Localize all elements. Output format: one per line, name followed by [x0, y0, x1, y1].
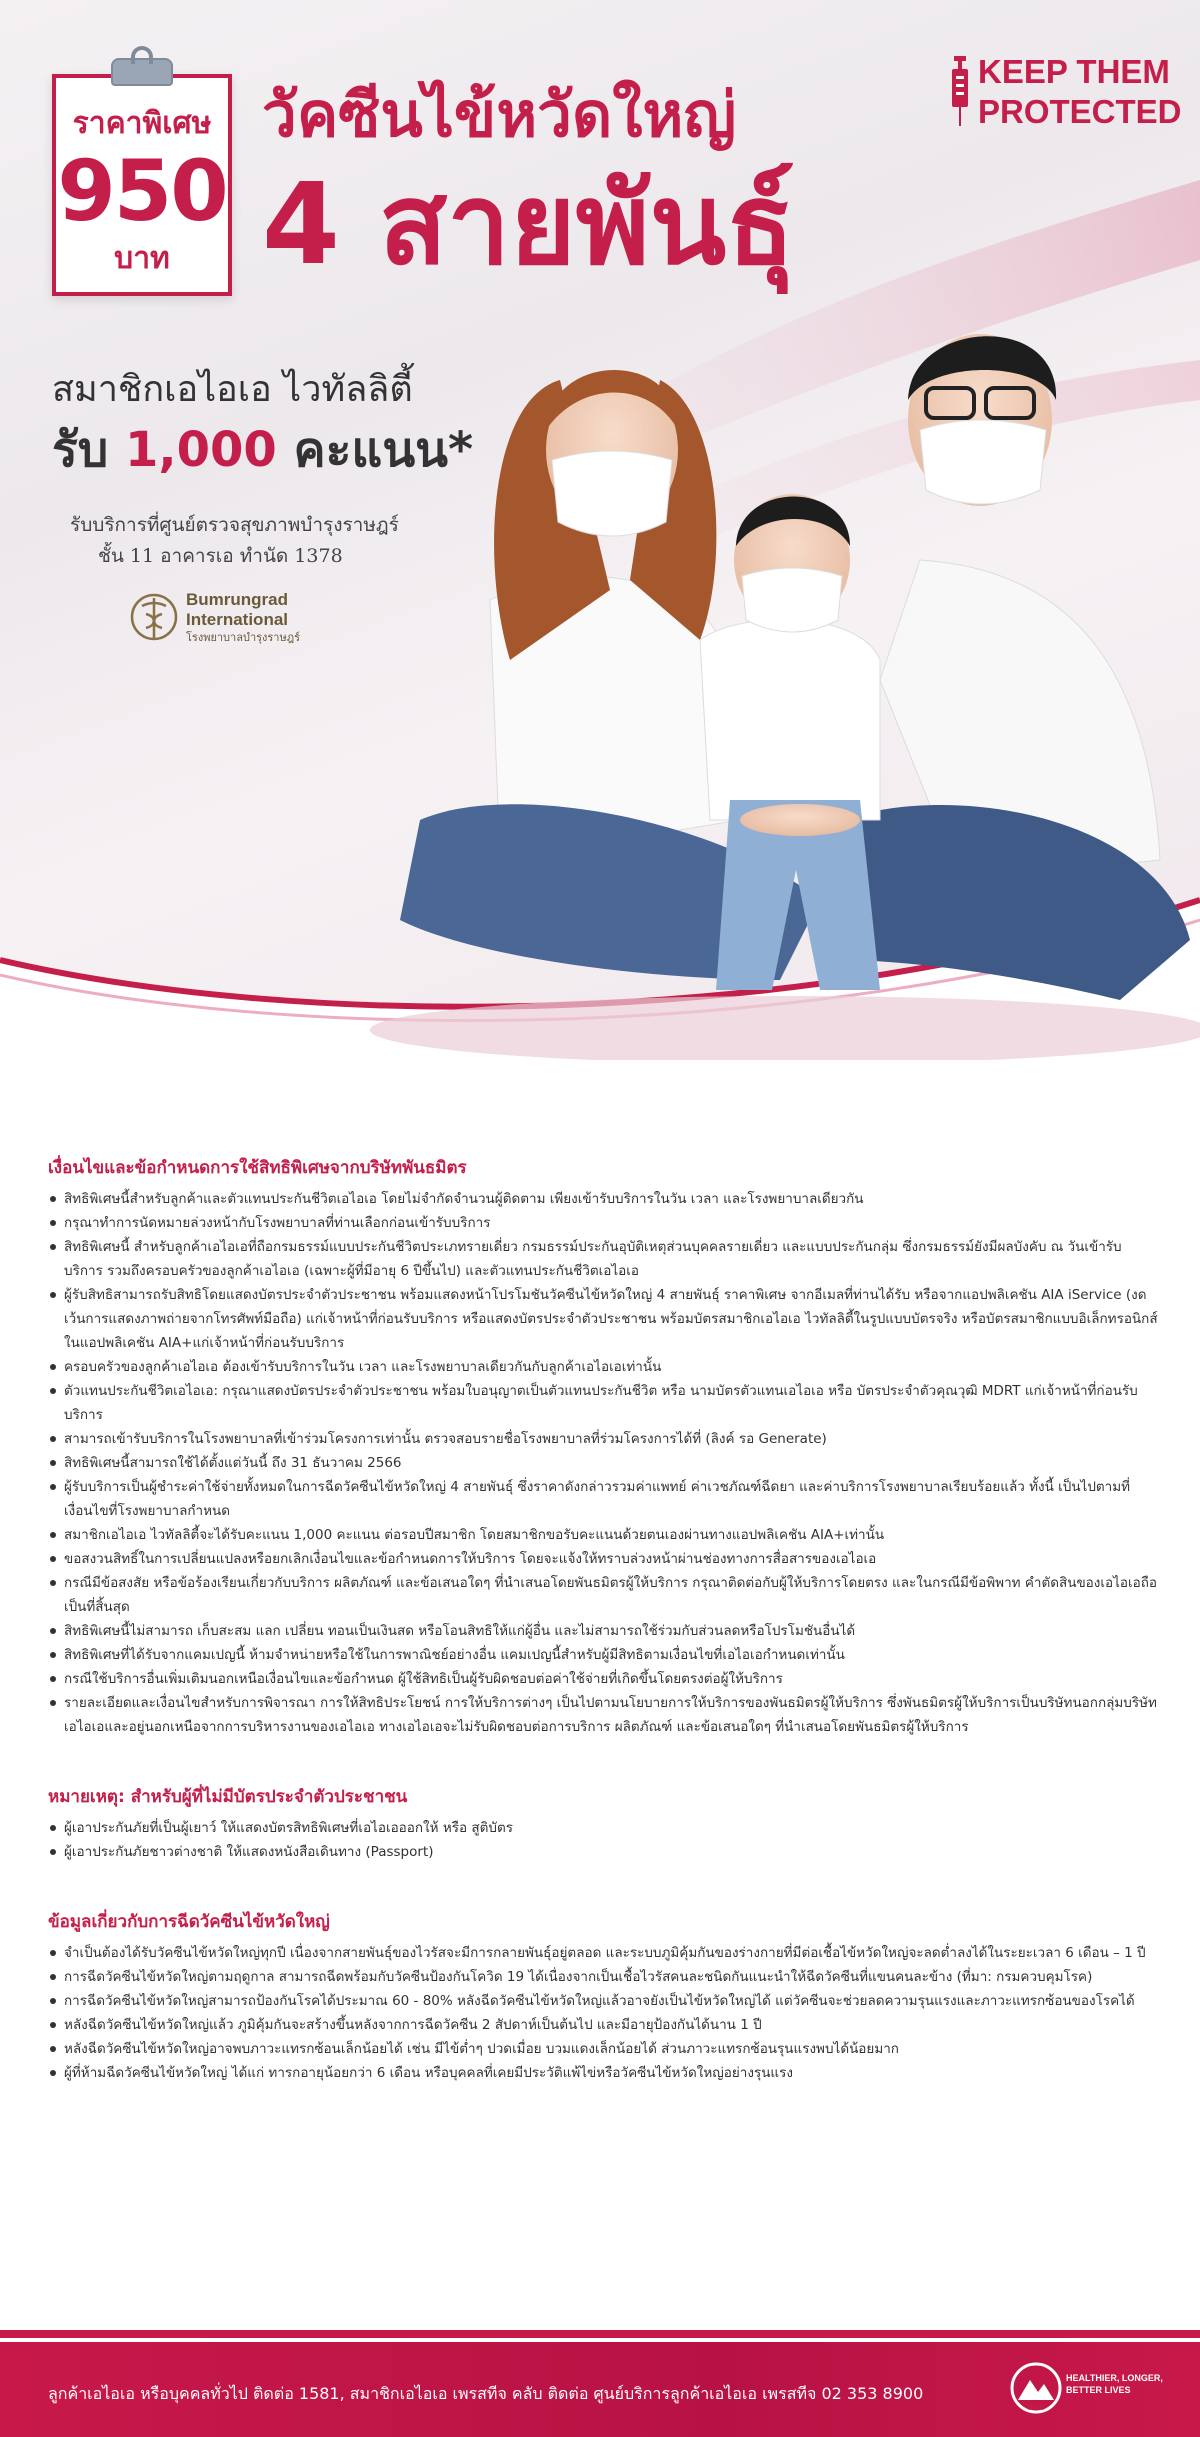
clipboard-clip-icon — [111, 58, 173, 86]
price-value: 950 — [57, 142, 227, 240]
list-item: ผู้ที่ห้ามฉีดวัคซีนไข้หวัดใหญ่ ได้แก่ ทารกอายุน้อยกว่า 6 เดือน หรือบุคคลที่เคยมีประวัติแพ้ไข่หรือวัคซีนไข้หวัดใหญ่อย่างรุนแรง — [48, 2061, 1158, 2085]
vaccine-info-title: ข้อมูลเกี่ยวกับการฉีดวัคซีนไข้หวัดใหญ่ — [48, 1912, 330, 1932]
price-unit: บาท — [114, 241, 170, 276]
aia-mountain-icon — [1010, 2360, 1062, 2416]
terms-content — [48, 1154, 1158, 2129]
aia-tagline-line-1: HEALTHIER, LONGER, — [1066, 2373, 1163, 2383]
headline-strains: 4 สายพันธุ์ — [262, 160, 795, 290]
footer-contact: ลูกค้าเอไอเอ หรือบุคคลทั่วไป ติดต่อ 1581, สมาชิกเอไอเอ เพรสทีจ คลับ ติดต่อ ศูนย์บริการลูกค้าเอไอเอ เพรสทีจ 02 353 8900 — [48, 2384, 924, 2403]
note-section — [48, 1783, 1158, 1864]
aia-tagline — [1066, 2372, 1163, 2396]
list-item: สมาชิกเอไอเอ ไวทัลลิตี้จะได้รับคะแนน 1,000 คะแนน ต่อรอบปีสมาชิก โดยสมาชิกขอรับคะแนนด้วยตนเองผ่านทางแอปพลิเคชัน AIA+เท่านั้น — [48, 1523, 1158, 1547]
campaign-line-2: PROTECTED — [978, 93, 1182, 130]
member-points-suffix: คะแนน* — [293, 422, 474, 478]
hospital-name-line-1: Bumrungrad — [186, 590, 288, 609]
list-item: หลังฉีดวัคซีนไข้หวัดใหญ่อาจพบภาวะแทรกซ้อนเล็กน้อยได้ เช่น มีไข้ต่ำๆ ปวดเมื่อย บวมแดงเล็กน้อยได้ ส่วนภาวะแทรกซ้อนรุนแรงพบได้น้อยมาก — [48, 2037, 1158, 2061]
service-location-line-2: ชั้น 11 อาคารเอ ทำนัด 1378 — [98, 545, 343, 567]
price-label: ราคาพิเศษ — [72, 106, 212, 141]
list-item: การฉีดวัคซีนไข้หวัดใหญ่สามารถป้องกันโรคได้ประมาณ 60 - 80% หลังฉีดวัคซีนไข้หวัดใหญ่แล้วอาจยังเป็นไข้หวัดใหญ่ได้ แต่วัคซีนจะช่วยลดความรุนแรงและภาวะแทรกซ้อนของโรคได้ — [48, 1989, 1158, 2013]
note-list — [48, 1816, 1158, 1864]
bumrungrad-logo — [130, 588, 360, 648]
special-price-card — [52, 74, 232, 296]
list-item: ตัวแทนประกันชีวิตเอไอเอ: กรุณาแสดงบัตรประจำตัวประชาชน พร้อมใบอนุญาตเป็นตัวแทนประกันชีวิต หรือ นามบัตรตัวแทนเอไอเอ หรือ บัตรประจำตัวคุณวุฒิ MDRT แก่เจ้าหน้าที่ก่อนรับบริการ — [48, 1379, 1158, 1427]
list-item: หลังฉีดวัคซีนไข้หวัดใหญ่แล้ว ภูมิคุ้มกันจะสร้างขึ้นหลังจากการฉีดวัคซีน 2 สัปดาห์เป็นต้นไป และมีอายุป้องกันได้นาน 1 ปี — [48, 2013, 1158, 2037]
list-item: ผู้รับสิทธิสามารถรับสิทธิโดยแสดงบัตรประจำตัวประชาชน พร้อมแสดงหน้าโปรโมชันวัคซีนไข้หวัดใหญ่ 4 สายพันธุ์ ราคาพิเศษ จากอีเมลที่ท่านได้รับ หรือจากแอปพลิเคชัน AIA iService (งดเว้นการแสดงภาพถ่ายจากโทรศัพท์มือถือ) แก่เจ้าหน้าที่ก่อนรับบริการ หรือแสดงบัตรประจำตัวประชาชน พร้อมบัตรสมาชิกเอไอเอ ไวทัลลิตี้ในรูปแบบบัตรจริง หรือบัตรสมาชิกแบบอิเล็กทรอนิกส์ในแอปพลิเคชัน AIA+แก่เจ้าหน้าที่ก่อนรับบริการ — [48, 1283, 1158, 1355]
list-item: สามารถเข้ารับบริการในโรงพยาบาลที่เข้าร่วมโครงการเท่านั้น ตรวจสอบรายชื่อโรงพยาบาลที่ร่วมโครงการได้ที่ (ลิงค์ รอ Generate) — [48, 1427, 1158, 1451]
conditions-list — [48, 1187, 1158, 1739]
list-item: ขอสงวนสิทธิ์ในการเปลี่ยนแปลงหรือยกเลิกเงื่อนไขและข้อกำหนดการให้บริการ โดยจะแจ้งให้ทราบล่วงหน้าผ่านช่องทางการสื่อสารของเอไอเอ — [48, 1547, 1158, 1571]
list-item: ครอบครัวของลูกค้าเอไอเอ ต้องเข้ารับบริการในวัน เวลา และโรงพยาบาลเดียวกันกับลูกค้าเอไอเอเท่านั้น — [48, 1355, 1158, 1379]
syringe-icon — [948, 56, 972, 126]
list-item: สิทธิพิเศษนี้ สำหรับลูกค้าเอไอเอที่ถือกรมธรรม์แบบประกันชีวิตประเภทรายเดี่ยว กรมธรรม์ประกันอุบัติเหตุส่วนบุคคลรายเดี่ยว และแบบประกันกลุ่ม ซึ่งกรมธรรม์ยังมีผลบังคับ ณ วันเข้ารับบริการ รวมถึงครอบครัวของลูกค้าเอไอเอ (เฉพาะผู้ที่มีอายุ 6 ปีขึ้นไป) และตัวแทนประกันชีวิตเอไอเอ — [48, 1235, 1158, 1283]
aia-tagline-line-2: BETTER LIVES — [1066, 2385, 1131, 2395]
list-item: สิทธิพิเศษที่ได้รับจากแคมเปญนี้ ห้ามจำหน่ายหรือใช้ในการพาณิชย์อย่างอื่น แคมเปญนี้สำหรับผู้มีสิทธิตามเงื่อนไขที่เอไอเอกำหนดเท่านั้น — [48, 1643, 1158, 1667]
aia-logo — [1010, 2360, 1180, 2420]
note-title: หมายเหตุ: สำหรับผู้ที่ไม่มีบัตรประจำตัวประชาชน — [48, 1787, 408, 1807]
member-points-prefix: รับ — [52, 422, 109, 478]
list-item: กรณีใช้บริการอื่นเพิ่มเติมนอกเหนือเงื่อนไขและข้อกำหนด ผู้ใช้สิทธิเป็นผู้รับผิดชอบต่อค่าใช้จ่ายที่เกิดขึ้นโดยตรงต่อผู้ให้บริการ — [48, 1667, 1158, 1691]
list-item: ผู้รับบริการเป็นผู้ชำระค่าใช้จ่ายทั้งหมดในการฉีดวัคซีนไข้หวัดใหญ่ 4 สายพันธุ์ ซึ่งราคาดังกล่าวรวมค่าแพทย์ ค่าเวชภัณฑ์ฉีดยา และค่าบริการโรงพยาบาลเรียบร้อยแล้ว ทั้งนี้ เป็นไปตามที่เงื่อนไขที่โรงพยาบาลกำหนด — [48, 1475, 1158, 1523]
member-offer-line: สมาชิกเอไอเอ ไวทัลลิตี้ — [52, 369, 413, 410]
list-item: กรุณาทำการนัดหมายล่วงหน้ากับโรงพยาบาลที่ท่านเลือกก่อนเข้ารับบริการ — [48, 1211, 1158, 1235]
caduceus-icon — [130, 588, 178, 646]
member-points-value: 1,000 — [124, 422, 277, 478]
list-item: สิทธิพิเศษนี้สามารถใช้ได้ตั้งแต่วันนี้ ถึง 31 ธันวาคม 2566 — [48, 1451, 1158, 1475]
hero-banner — [0, 0, 1200, 1090]
conditions-title: เงื่อนไขและข้อกำหนดการใช้สิทธิพิเศษจากบริษัทพันธมิตร — [48, 1158, 467, 1178]
list-item: ผู้เอาประกันภัยชาวต่างชาติ ให้แสดงหนังสือเดินทาง (Passport) — [48, 1840, 1158, 1864]
service-location-line-1: รับบริการที่ศูนย์ตรวจสุขภาพบำรุงราษฎร์ — [70, 514, 399, 536]
campaign-line-1: KEEP THEM — [978, 53, 1170, 90]
conditions-section — [48, 1154, 1158, 1739]
headline-vaccine: วัคซีนไข้หวัดใหญ่ — [262, 78, 737, 151]
list-item: จำเป็นต้องได้รับวัคซีนไข้หวัดใหญ่ทุกปี เนื่องจากสายพันธุ์ของไวรัสจะมีการกลายพันธุ์อยู่ตลอด และระบบภูมิคุ้มกันของร่างกายที่มีต่อเชื้อไข้หวัดใหญ่จะลดต่ำลงได้ในระยะเวลา 6 เดือน – 1 ปี — [48, 1941, 1158, 1965]
footer-stripe — [0, 2330, 1200, 2338]
list-item: รายละเอียดและเงื่อนไขสำหรับการพิจารณา การให้สิทธิประโยชน์ การให้บริการต่างๆ เป็นไปตามนโยบายการให้บริการของพันธมิตรผู้ให้บริการ ซึ่งพันธมิตรผู้ให้บริการเป็นบริษัทนอกกลุ่มบริษัทเอไอเอและอยู่นอกเหนือจากการบริหารงานของเอไอเอ ทางเอไอเอจะไม่รับผิดชอบต่อการบริการ ผลิตภัณฑ์ และข้อเสนอใดๆ ที่นำเสนอโดยพันธมิตรผู้ให้บริการ — [48, 1691, 1158, 1739]
family-photo — [360, 260, 1200, 1060]
hospital-name-thai: โรงพยาบาลบำรุงราษฎร์ — [186, 631, 301, 644]
svg-text:AIA: AIA — [1028, 2402, 1044, 2412]
vaccine-info-list — [48, 1941, 1158, 2085]
list-item: สิทธิพิเศษนี้สำหรับลูกค้าและตัวแทนประกันชีวิตเอไอเอ โดยไม่จำกัดจำนวนผู้ติดตาม เพียงเข้ารับบริการในวัน เวลา และโรงพยาบาลเดียวกัน — [48, 1187, 1158, 1211]
list-item: ผู้เอาประกันภัยที่เป็นผู้เยาว์ ให้แสดงบัตรสิทธิพิเศษที่เอไอเอออกให้ หรือ สูติบัตร — [48, 1816, 1158, 1840]
hospital-name — [186, 590, 288, 630]
list-item: การฉีดวัคซีนไข้หวัดใหญ่ตามฤดูกาล สามารถฉีดพร้อมกับวัคซีนป้องกันโควิด 19 ได้เนื่องจากเป็นเชื้อไวรัสคนละชนิดกันแนะนำให้ฉีดวัคซีนที่แขนคนละข้าง (ที่มา: กรมควบคุมโรค) — [48, 1965, 1158, 1989]
list-item: สิทธิพิเศษนี้ไม่สามารถ เก็บสะสม แลก เปลี่ยน ทอนเป็นเงินสด หรือโอนสิทธิให้แก่ผู้อื่น และไม่สามารถใช้ร่วมกับส่วนลดหรือโปรโมชันอื่นได้ — [48, 1619, 1158, 1643]
campaign-logo — [948, 52, 1182, 132]
campaign-text — [978, 52, 1182, 132]
hospital-name-line-2: International — [186, 610, 289, 629]
footer-bar — [0, 2342, 1200, 2437]
vaccine-info-section — [48, 1908, 1158, 2085]
list-item: กรณีมีข้อสงสัย หรือข้อร้องเรียนเกี่ยวกับบริการ ผลิตภัณฑ์ และข้อเสนอใดๆ ที่นำเสนอโดยพันธมิตรผู้ให้บริการ กรุณาติดต่อกับผู้ให้บริการโดยตรง และในกรณีมีข้อพิพาท คำตัดสินของเอไอเอถือเป็นที่สิ้นสุด — [48, 1571, 1158, 1619]
